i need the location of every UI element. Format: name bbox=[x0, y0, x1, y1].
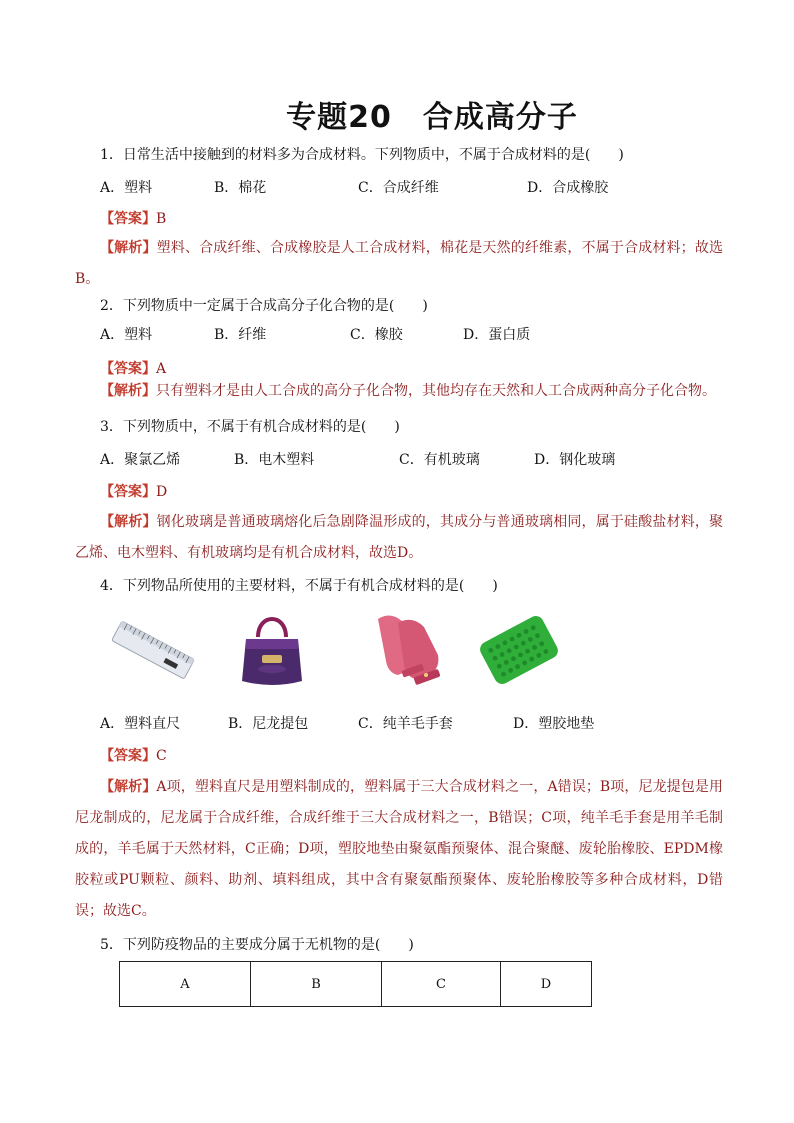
q2-answer-value: A bbox=[156, 361, 167, 377]
q4-explanation bbox=[75, 772, 723, 927]
q3-explanation-text: 钢化玻璃是普通玻璃熔化后急剧降温形成的，其成分与普通玻璃相同，属于硅酸盐材料，聚乙烯、电木塑料、有机玻璃均是有机合成材料，故选D。 bbox=[75, 514, 724, 561]
q2-option-c: C．橡胶 bbox=[350, 327, 403, 343]
answer-tag: 【答案】 bbox=[100, 361, 156, 377]
handbag-image bbox=[240, 607, 304, 691]
q4-option-a: A．塑料直尺 bbox=[100, 716, 181, 732]
q1-option-d: D．合成橡胶 bbox=[527, 180, 609, 196]
q3-option-c: C．有机玻璃 bbox=[399, 452, 480, 468]
q4-answer bbox=[100, 745, 167, 765]
q5-cell-d: D bbox=[501, 962, 592, 1007]
q5-cell-b: B bbox=[251, 962, 382, 1007]
question-1-stem: 1．日常生活中接触到的材料多为合成材料。下列物质中，不属于合成材料的是( ) bbox=[100, 147, 624, 163]
q5-cell-a: A bbox=[120, 962, 251, 1007]
q5-cell-c: C bbox=[382, 962, 501, 1007]
q5-table bbox=[119, 961, 592, 1007]
q2-explanation-text: 只有塑料才是由人工合成的高分子化合物，其他均存在天然和人工合成两种高分子化合物。 bbox=[156, 383, 716, 399]
q4-answer-value: C bbox=[156, 748, 167, 764]
ruler-image bbox=[110, 613, 196, 687]
q1-answer-value: B bbox=[156, 211, 167, 227]
q1-option-a: A．塑料 bbox=[100, 180, 153, 196]
q3-option-b: B．电木塑料 bbox=[234, 452, 315, 468]
q1-option-b: B．棉花 bbox=[214, 180, 267, 196]
page-title: 专题20 合成高分子 bbox=[286, 100, 578, 135]
answer-tag: 【答案】 bbox=[100, 211, 156, 227]
explain-tag: 【解析】 bbox=[100, 240, 157, 256]
q2-option-d: D．蛋白质 bbox=[463, 327, 531, 343]
question-5-stem: 5．下列防疫物品的主要成分属于无机物的是( ) bbox=[100, 937, 414, 953]
q1-option-c: C．合成纤维 bbox=[358, 180, 439, 196]
q4-explanation-text: A项，塑料直尺是用塑料制成的，塑料属于三大合成材料之一，A错误；B项，尼龙提包是用尼龙制成的，尼龙属于合成纤维，合成纤维于三大合成材料之一，B错误；C项，纯羊毛手套是用羊毛制成的，羊毛属于天然材料，C正确；D项，塑胶地垫由聚氨酯预聚体、混合聚醚、废轮胎橡胶、EPDM橡胶粒或PU颗粒、颜料、助剂、填料组成，其中含有聚氨酯预聚体、废轮胎橡胶等多种合成材料，D错误；故选C。 bbox=[75, 779, 723, 919]
q4-images bbox=[0, 605, 794, 695]
explain-tag: 【解析】 bbox=[100, 383, 156, 399]
q1-explanation bbox=[75, 233, 723, 295]
explain-tag: 【解析】 bbox=[100, 779, 157, 795]
q3-answer-value: D bbox=[156, 484, 168, 500]
q3-answer bbox=[100, 481, 167, 501]
q3-explanation bbox=[75, 507, 723, 569]
gloves-image bbox=[368, 609, 450, 689]
answer-tag: 【答案】 bbox=[100, 748, 156, 764]
answer-tag: 【答案】 bbox=[100, 484, 156, 500]
q1-explanation-text: 塑料、合成纤维、合成橡胶是人工合成材料，棉花是天然的纤维素，不属于合成材料；故选B。 bbox=[75, 240, 724, 287]
q1-answer bbox=[100, 208, 166, 228]
q2-answer bbox=[100, 358, 166, 378]
q4-option-d: D．塑胶地垫 bbox=[513, 716, 595, 732]
question-3-stem: 3．下列物质中，不属于有机合成材料的是( ) bbox=[100, 419, 400, 435]
q3-option-d: D．钢化玻璃 bbox=[534, 452, 616, 468]
mat-image bbox=[474, 613, 564, 687]
q4-option-b: B．尼龙提包 bbox=[228, 716, 309, 732]
explain-tag: 【解析】 bbox=[100, 514, 157, 530]
q3-option-a: A．聚氯乙烯 bbox=[100, 452, 181, 468]
q4-option-c: C．纯羊毛手套 bbox=[358, 716, 453, 732]
q2-option-a: A．塑料 bbox=[100, 327, 153, 343]
question-4-stem: 4．下列物品所使用的主要材料，不属于有机合成材料的是( ) bbox=[100, 578, 498, 594]
q2-option-b: B．纤维 bbox=[214, 327, 267, 343]
question-2-stem: 2．下列物质中一定属于合成高分子化合物的是( ) bbox=[100, 298, 428, 314]
q2-explanation bbox=[75, 376, 723, 407]
